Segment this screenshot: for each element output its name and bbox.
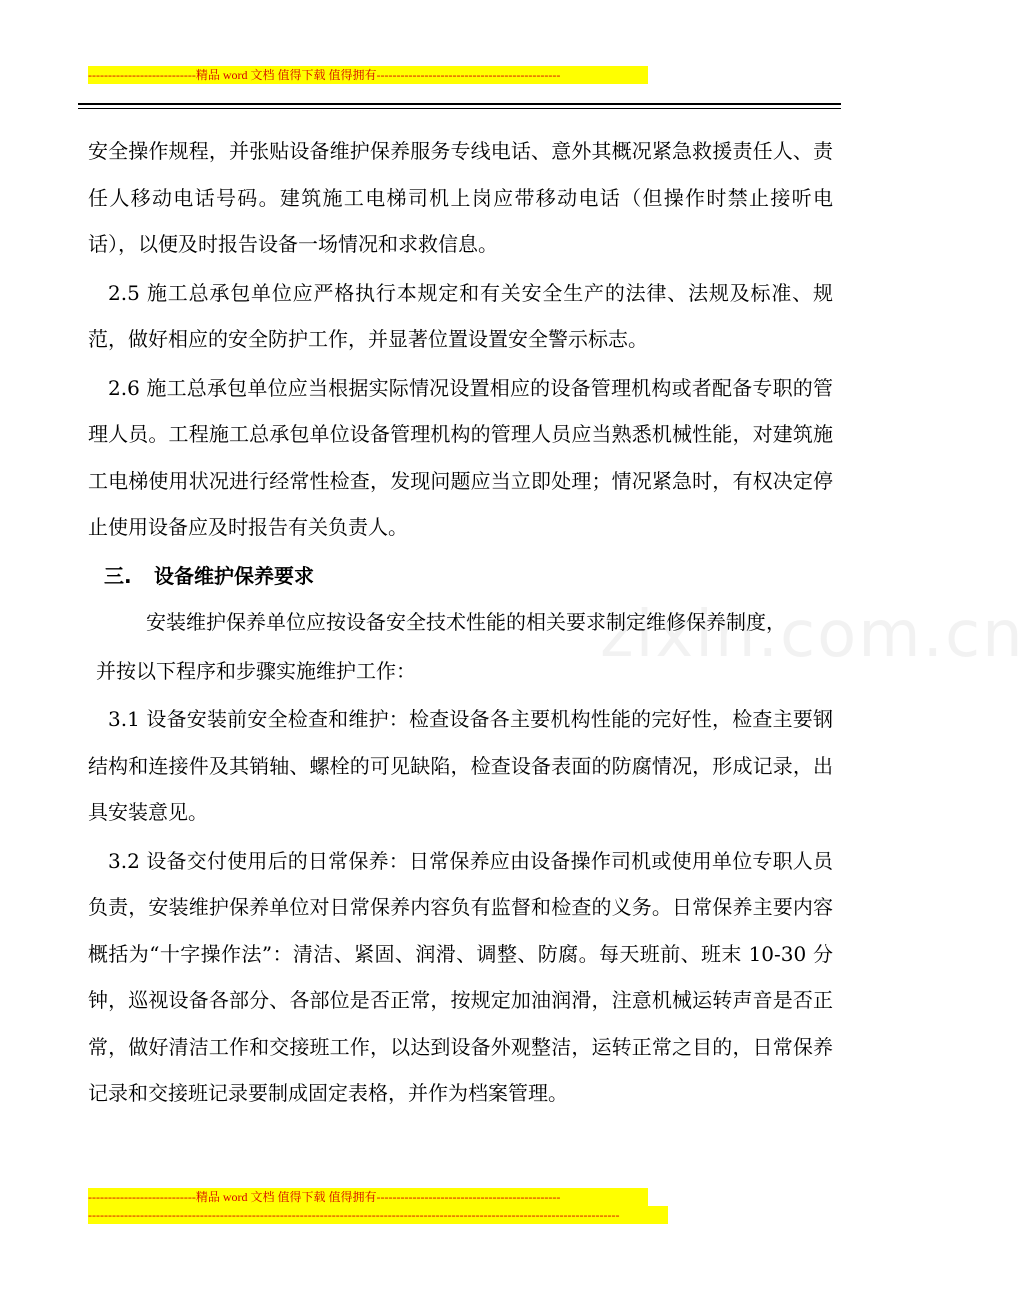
footer-banner: ---------------------------精品 word 文档 值得下载 值得拥有----------------------------------------------: [88, 1188, 648, 1206]
section-heading: [88, 553, 833, 600]
paragraph-3-1: 3.1 设备安装前安全检查和维护：检查设备各主要机构性能的完好性，检查主要钢结构和连接件及其销轴、螺栓的可见缺陷，检查设备表面的防腐情况，形成记录，出具安装意见。: [88, 707, 833, 824]
paragraph-2-6: 2.6 施工总承包单位应当根据实际情况设置相应的设备管理机构或者配备专职的管理人员。工程施工总承包单位设备管理机构的管理人员应当熟悉机械性能，对建筑施工电梯使用状况进行经常性检查，发现问题应当立即处理；情况紧急时，有权决定停止使用设备应及时报告有关负责人。: [88, 375, 833, 539]
paragraph-3-2: 3.2 设备交付使用后的日常保养：日常保养应由设备操作司机或使用单位专职人员负责，安装维护保养单位对日常保养内容负有监督和检查的义务。日常保养主要内容概括为“十字操作法”：清洁、紧固、润滑、调整、防腐。每天班前、班末 10-30 分钟，巡视设备各部分、各部位是否正常，按规定加油润滑，注意机械运转声音是否正常，做好清洁工作和交接班工作，以达到设备外观整洁，运转正常之目的，日常保养记录和交接班记录要制成固定表格，并作为档案管理。: [88, 848, 833, 1105]
footer-dashes: -------------------------------------------------------------------------------------------------------------------------------------: [88, 1206, 668, 1224]
header-rule-thin: [78, 108, 841, 109]
paragraph-intro: 安装维护保养单位应按设备安全技术性能的相关要求制定维修保养制度，: [146, 610, 786, 634]
section-title: 设备维护保养要求: [154, 563, 314, 588]
header-banner: ---------------------------精品 word 文档 值得下载 值得拥有----------------------------------------------: [88, 66, 648, 84]
paragraph-continued: 安全操作规程，并张贴设备维护保养服务专线电话、意外其概况紧急救援责任人、责任人移动电话号码。建筑施工电梯司机上岗应带移动电话（但操作时禁止接听电话），以便及时报告设备一场情况和求救信息。: [88, 139, 833, 256]
header-rule-thick: [78, 103, 841, 105]
paragraph-intro-cont: 并按以下程序和步骤实施维护工作：: [96, 658, 416, 683]
paragraph-2-5: 2.5 施工总承包单位应严格执行本规定和有关安全生产的法律、法规及标准、规范，做好相应的安全防护工作，并显著位置设置安全警示标志。: [88, 280, 833, 351]
document-body: [88, 128, 833, 1119]
section-number: 三.: [104, 563, 132, 588]
watermark: zixin.com.cn: [600, 598, 1025, 672]
